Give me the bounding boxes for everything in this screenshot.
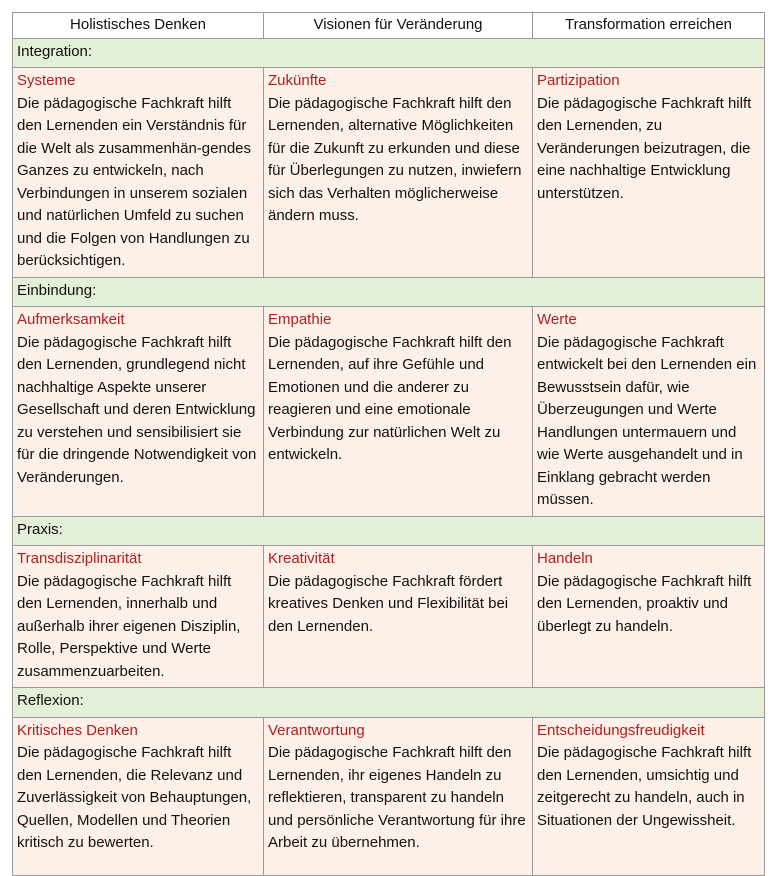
cell-text: Die pädagogische Fachkraft entwickelt bei den Lernenden ein Bewusstsein dafür, wie Überzeugungen und Werte Handlungen untermauern und wie Werte ausgehandelt und in Einklang gebracht werden müssen.	[537, 333, 757, 508]
cell-title: Transdisziplinarität	[17, 550, 142, 567]
table-cell	[533, 546, 765, 688]
table-cell	[13, 68, 264, 278]
column-header: Transformation erreichen	[533, 13, 765, 39]
competence-table	[12, 12, 765, 876]
cell-text: Die pädagogische Fachkraft hilft den Lernenden, umsichtig und zeitgerecht zu handeln, auch in Situationen der Ungewissheit.	[537, 744, 752, 829]
table-cell	[533, 307, 765, 517]
cell-title: Kreativität	[268, 550, 335, 567]
table-row	[13, 68, 765, 278]
cell-title: Entscheidungsfreudigkeit	[537, 721, 705, 739]
cell-title: Aufmerksamkeit	[17, 311, 125, 328]
cell-text: Die pädagogische Fachkraft hilft den Lernenden, proaktiv und überlegt zu handeln.	[537, 572, 752, 635]
section-row	[13, 38, 765, 68]
cell-text: Die pädagogische Fachkraft hilft den Lernenden, grundlegend nicht nachhaltige Aspekte unserer Gesellschaft und deren Entwicklung zu verstehen und sensibilisiert sie für die dringende Notwendigkeit von Veränderungen.	[17, 333, 257, 486]
table-row	[13, 546, 765, 688]
table-row	[13, 717, 765, 875]
column-header: Visionen für Veränderung	[264, 13, 533, 39]
cell-title: Systeme	[17, 72, 76, 89]
table-cell	[264, 717, 533, 875]
cell-text: Die pädagogische Fachkraft hilft den Lernenden, alternative Möglichkeiten für die Zukunft zu erkunden und diese für Überlegungen zu nutzen, inwiefern sich das Verhalten möglicherweise ändern muss.	[268, 94, 522, 224]
table-cell	[264, 307, 533, 517]
cell-title: Kritisches Denken	[17, 721, 138, 739]
cell-text: Die pädagogische Fachkraft hilft den Lernenden, die Relevanz und Zuverlässigkeit von Behauptungen, Quellen, Modellen und Theorien kritisch zu bewerten.	[17, 744, 252, 851]
table-cell	[533, 717, 765, 875]
cell-text: Die pädagogische Fachkraft hilft den Lernenden ein Verständnis für die Welt als zusammenhän-gendes Ganzes zu entwickeln, nach Verbindungen in unserem sozialen und natürlichen Umfeld zu suchen und die Folgen von Handlungen zu berücksichtigen.	[17, 94, 252, 269]
cell-text: Die pädagogische Fachkraft hilft den Lernenden, zu Veränderungen beizutragen, die eine nachhaltige Entwicklung unterstützen.	[537, 94, 752, 202]
table-cell	[13, 546, 264, 688]
cell-text: Die pädagogische Fachkraft hilft den Lernenden, innerhalb und außerhalb ihrer eigenen Disziplin, Rolle, Perspektive und Werte zusammenzuarbeiten.	[17, 572, 241, 680]
cell-title: Partizipation	[537, 72, 620, 89]
table-cell	[13, 307, 264, 517]
section-label: Reflexion:	[13, 688, 765, 718]
cell-title: Zukünfte	[268, 72, 327, 89]
cell-title: Werte	[537, 311, 577, 328]
cell-title: Verantwortung	[268, 721, 365, 739]
table-cell	[533, 68, 765, 278]
table-row	[13, 307, 765, 517]
cell-title: Handeln	[537, 550, 593, 567]
table-cell	[264, 546, 533, 688]
section-row	[13, 688, 765, 718]
column-header: Holistisches Denken	[13, 13, 264, 39]
cell-text: Die pädagogische Fachkraft fördert kreatives Denken und Flexibilität bei den Lernenden.	[268, 572, 509, 635]
table-cell	[264, 68, 533, 278]
cell-title: Empathie	[268, 311, 332, 328]
table-cell	[13, 717, 264, 875]
section-label: Integration:	[13, 38, 765, 68]
section-label: Praxis:	[13, 516, 765, 546]
header-row	[13, 13, 765, 39]
section-label: Einbindung:	[13, 277, 765, 307]
cell-text: Die pädagogische Fachkraft hilft den Lernenden, ihr eigenes Handeln zu reflektieren, transparent zu handeln und persönliche Verantwortung für ihre Arbeit zu übernehmen.	[268, 744, 526, 851]
section-row	[13, 516, 765, 546]
section-row	[13, 277, 765, 307]
cell-text: Die pädagogische Fachkraft hilft den Lernenden, auf ihre Gefühle und Emotionen und die anderer zu reagieren und eine emotionale Verbindung zur natürlichen Welt zu entwickeln.	[268, 333, 512, 463]
